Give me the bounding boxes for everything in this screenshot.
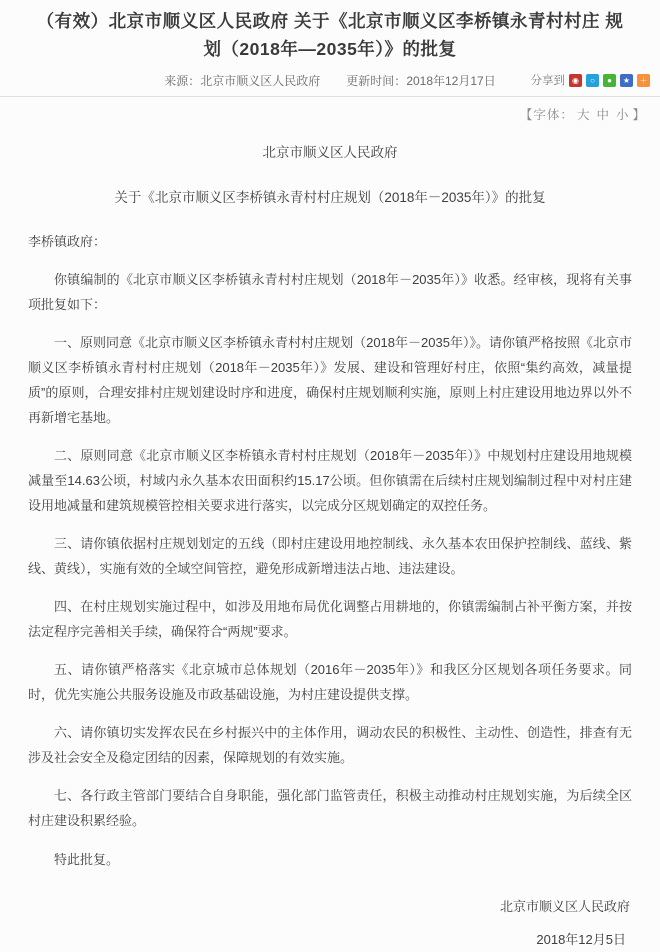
updated-value: 2018年12月17日 <box>406 74 496 88</box>
salutation: 李桥镇政府： <box>28 234 107 249</box>
source-label: 来源： <box>164 74 201 88</box>
paragraph-4: 四、在村庄规划实施过程中，如涉及用地布局优化调整占用耕地的，你镇需编制占补平衡方案，并按法定程序完善相关手续，确保符合“两规”要求。 <box>28 599 632 639</box>
source-value: 北京市顺义区人民政府 <box>200 74 321 88</box>
font-size-small[interactable]: 小 <box>615 108 630 122</box>
closing-phrase: 特此批复。 <box>54 852 120 867</box>
signature-date: 2018年12月5日 <box>536 932 626 947</box>
qq-share-icon[interactable]: ★ <box>620 74 633 87</box>
page-title: （有效）北京市顺义区人民政府 关于《北京市顺义区李桥镇永青村村庄 规划（2018年—2035年）》的批复 <box>36 11 624 59</box>
share-bar <box>531 72 651 88</box>
document-title: 关于《北京市顺义区李桥镇永青村村庄规划（2018年－2035年）》的批复 <box>114 190 546 205</box>
paragraph-1: 一、原则同意《北京市顺义区李桥镇永青村村庄规划（2018年－2035年）》。请你镇严格按照《北京市顺义区李桥镇永青村村庄规划（2018年－2035年）》发展、建设和管理好村庄，依照“集约高效，减量提质”的原则，合理安排村庄规划建设时序和进度，确保村庄规划顺利实施，原则上村庄建设用地边界以外不再新增宅基地。 <box>28 335 632 425</box>
paragraph-6: 六、请你镇切实发挥农民在乡村振兴中的主体作用，调动农民的积极性、主动性、创造性，排查有无涉及社会安全及稳定团结的因素，保障规划的有效实施。 <box>28 725 632 765</box>
more-share-icon[interactable]: ＋ <box>637 74 650 87</box>
font-size-control <box>0 97 660 123</box>
qzone-share-icon[interactable]: ○ <box>586 74 599 87</box>
document-body <box>0 140 660 952</box>
font-size-suffix: 】 <box>632 108 646 122</box>
font-size-prefix: 【字体： <box>519 108 574 122</box>
paragraph-7: 七、各行政主管部门要结合自身职能，强化部门监管责任，积极主动推动村庄规划实施，为后续全区村庄建设积累经验。 <box>28 788 632 828</box>
intro-paragraph: 你镇编制的《北京市顺义区李桥镇永青村村庄规划（2018年－2035年）》收悉。经审核，现将有关事项批复如下： <box>28 272 632 312</box>
updated-label: 更新时间： <box>346 74 407 88</box>
wechat-share-icon[interactable]: ● <box>603 74 616 87</box>
font-size-medium[interactable]: 中 <box>596 108 610 122</box>
weibo-share-icon[interactable]: ◉ <box>569 74 582 87</box>
paragraph-5: 五、请你镇严格落实《北京城市总体规划（2016年－2035年）》和我区分区规划各项任务要求。同时，优先实施公共服务设施及市政基础设施，为村庄建设提供支撑。 <box>28 662 632 702</box>
share-label: 分享到 <box>530 75 565 87</box>
paragraph-3: 三、请你镇依据村庄规划划定的五线（即村庄建设用地控制线、永久基本农田保护控制线、蓝线、紫线、黄线），实施有效的全域空间管控，避免形成新增违法占地、违法建设。 <box>28 536 632 576</box>
signature-org: 北京市顺义区人民政府 <box>499 899 630 914</box>
meta-row <box>0 72 660 90</box>
paragraph-2: 二、原则同意《北京市顺义区李桥镇永青村村庄规划（2018年－2035年）》中规划村庄建设用地规模减量至14.63公顷，村域内永久基本农田面积约15.17公顷。但你镇需在后续村庄规划编制过程中对村庄建设用地减量和建筑规模管控相关要求进行落实，以完成分区规划确定的双控任务。 <box>28 448 632 513</box>
font-size-large[interactable]: 大 <box>576 108 591 122</box>
article-header <box>0 0 660 123</box>
document-issuer: 北京市顺义区人民政府 <box>262 145 398 160</box>
